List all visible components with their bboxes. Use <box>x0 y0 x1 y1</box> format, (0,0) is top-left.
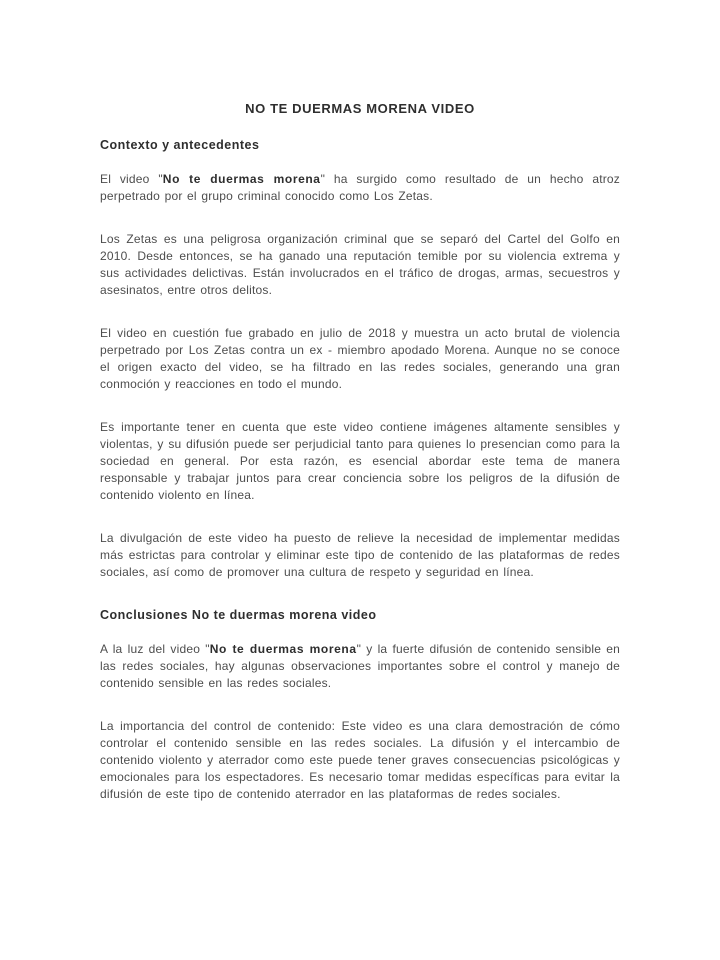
paragraph-divulgacion: La divulgación de este video ha puesto de relieve la necesidad de implementar medidas más estrictas para controlar y eliminar este tipo de contenido de las plataformas de redes sociales, así como de promover una cultura de respeto y seguridad en línea. <box>100 531 620 579</box>
section-heading-conclusiones: Conclusiones No te duermas morena video <box>100 608 377 622</box>
paragraph-text-post: " y la fuerte difusión de contenido sensible en las redes sociales, hay algunas observaciones importantes sobre el control y manejo de contenido sensible en las redes sociales. <box>100 642 620 690</box>
document-title: NO TE DUERMAS MORENA VIDEO <box>245 101 475 116</box>
section-heading-contexto: Contexto y antecedentes <box>100 138 260 152</box>
paragraph-text-post: " ha surgido como resultado de un hecho atroz perpetrado por el grupo criminal conocido como Los Zetas. <box>100 172 620 203</box>
paragraph-text-pre: El video " <box>100 172 163 186</box>
paragraph-los-zetas: Los Zetas es una peligrosa organización criminal que se separó del Cartel del Golfo en 2010. Desde entonces, se ha ganado una reputación temible por su violencia extrema y sus actividades delictivas. Están involucrados en el tráfico de drogas, armas, secuestros y asesinatos, entre otros delitos. <box>100 232 620 297</box>
paragraph-a-la-luz <box>100 641 620 692</box>
video-title-bold: No te duermas morena <box>162 172 321 186</box>
paragraph-importancia-control: La importancia del control de contenido: Este video es una clara demostración de cómo controlar el contenido sensible en las redes sociales. La difusión y el intercambio de contenido violento y aterrador como este puede tener graves consecuencias psicológicas y emocionales para los espectadores. Es necesario tomar medidas específicas para evitar la difusión de este tipo de contenido aterrador en las plataformas de redes sociales. <box>100 719 620 801</box>
paragraph-importante-tener: Es importante tener en cuenta que este video contiene imágenes altamente sensibles y violentas, y su difusión puede ser perjudicial tanto para quienes lo presencian como para la sociedad en general. Por esta razón, es esencial abordar este tema de manera responsable y trabajar juntos para crear conciencia sobre los peligros de la difusión de contenido violento en línea. <box>100 420 620 502</box>
video-title-bold: No te duermas morena <box>209 642 357 656</box>
paragraph-video-grabado: El video en cuestión fue grabado en julio de 2018 y muestra un acto brutal de violencia perpetrado por Los Zetas contra un ex - miembro apodado Morena. Aunque no se conoce el origen exacto del video, se ha filtrado en las redes sociales, generando una gran conmoción y reacciones en todo el mundo. <box>100 326 620 391</box>
paragraph-video-surgido <box>100 171 620 205</box>
paragraph-text-pre: A la luz del video " <box>100 642 210 656</box>
